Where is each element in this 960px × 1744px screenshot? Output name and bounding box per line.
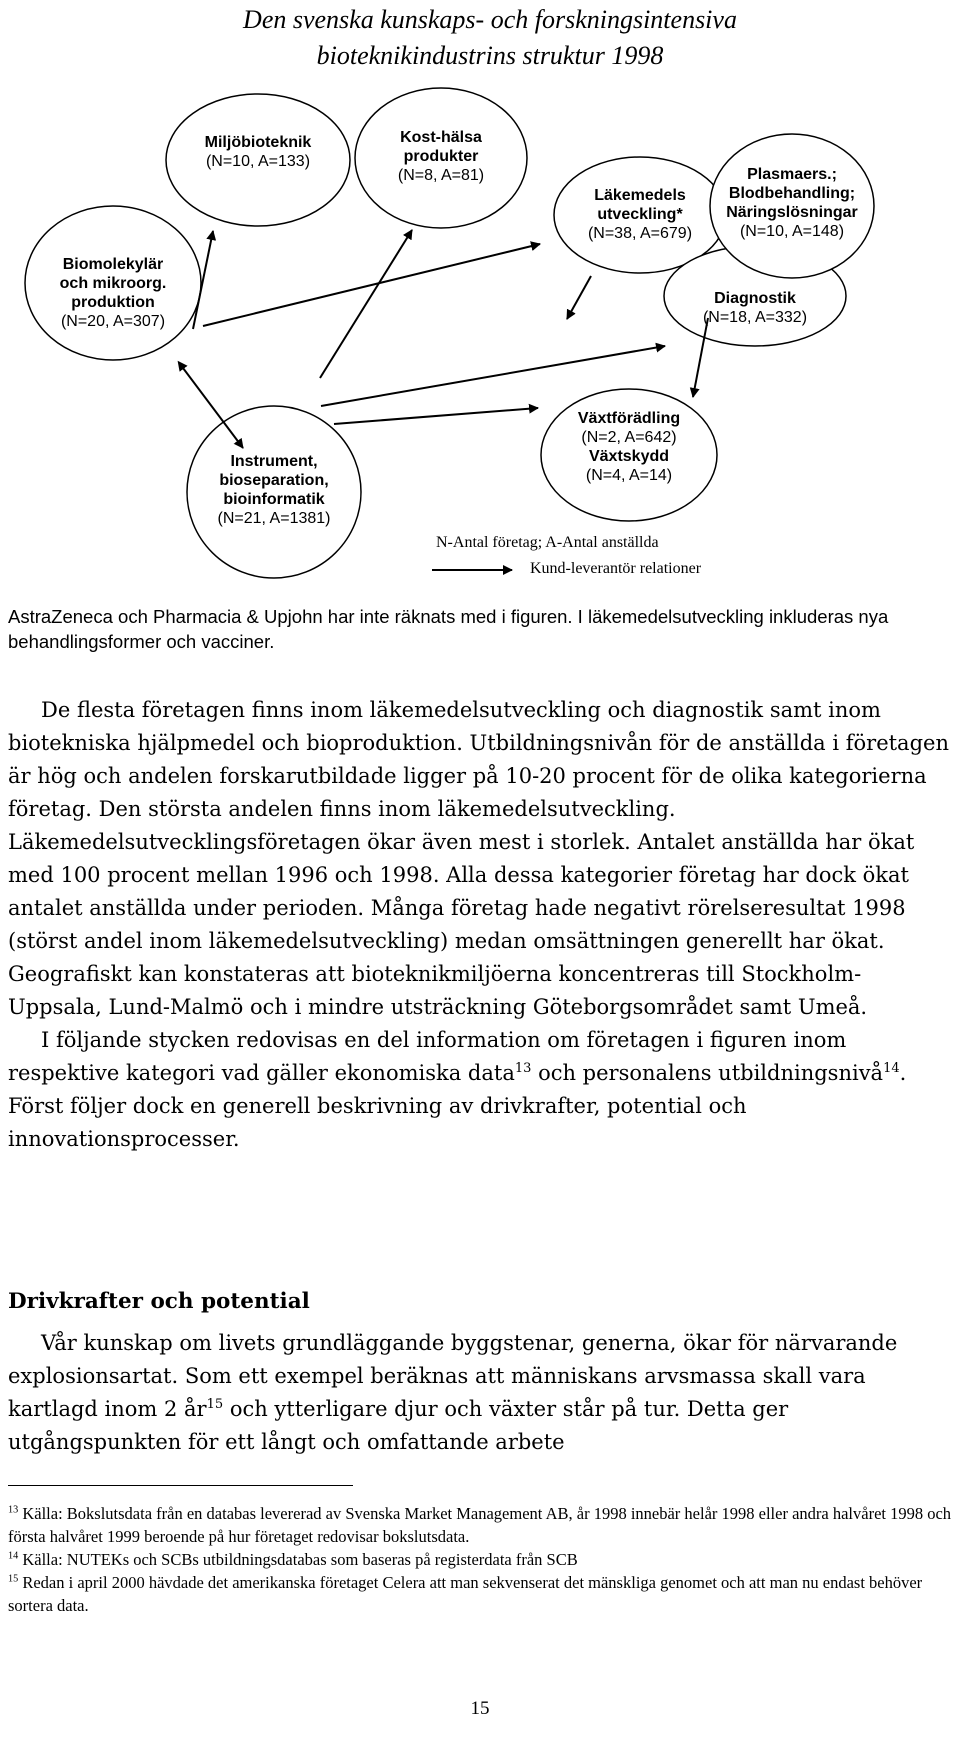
node-biomolekylar xyxy=(32,255,194,331)
footnote xyxy=(8,1548,954,1571)
footnote-divider xyxy=(8,1485,353,1486)
footnote-text: Källa: Bokslutsdata från en databas levererad av Svenska Market Management AB, år 1998 innebär helår 1998 eller andra halvåret 1998 och första halvåret 1999 beroende på hur företaget redovisar bokslutsdata. xyxy=(8,1504,952,1546)
paragraph-text: och ytterligare djur och växter står på tur. Detta ger utgångspunkten för ett långt och omfattande arbete xyxy=(8,1397,789,1454)
section-heading: Drivkrafter och potential xyxy=(8,1289,310,1314)
node-label: Blodbehandling; xyxy=(728,185,856,202)
node-label: Läkemedels xyxy=(594,187,686,204)
footnotes xyxy=(8,1502,954,1617)
node-stats: (N=8, A=81) xyxy=(397,167,485,184)
figure-title-line2: bioteknikindustrins struktur 1998 xyxy=(316,41,664,70)
paragraph-text: Vår kunskap om livets grundläggande byggstenar, generna, ökar för närvarande explosionsartat. Som ett exempel beräknas att människans arvsmassa skall vara kartlagd inom 2 år xyxy=(8,1331,898,1421)
footnote xyxy=(8,1571,954,1617)
node-stats: (N=38, A=679) xyxy=(587,225,693,242)
paragraph-text: och personalens utbildningsnivå xyxy=(531,1061,884,1085)
footnote xyxy=(8,1502,954,1548)
paragraph xyxy=(8,1327,954,1459)
node-plasma xyxy=(710,165,874,241)
node-vaxt xyxy=(549,409,709,485)
relation-arrow xyxy=(334,408,538,424)
body-text xyxy=(8,694,954,1156)
footnote-number: 13 xyxy=(8,1504,19,1516)
footnote-ref: 13 xyxy=(514,1061,532,1076)
node-kosthalsa xyxy=(361,128,521,185)
legend-arrow-label: Kund-leverantör relationer xyxy=(530,560,702,577)
node-label: Näringslösningar xyxy=(726,204,858,221)
paragraph-text: . Först följer dock en generell beskrivning av drivkrafter, potential och innovationsprocesser. xyxy=(8,1061,907,1151)
footnote-text: Redan i april 2000 hävdade det amerikanska företaget Celera att man sekvenserat det mänskliga genomet och att man nu endast behöver sortera data. xyxy=(8,1573,923,1615)
paragraph-text: I följande stycken redovisas en del information om företagen i figuren inom respektive kategori vad gäller ekonomiska data xyxy=(8,1028,847,1085)
node-stats: (N=10, A=148) xyxy=(739,223,845,240)
node-stats: (N=20, A=307) xyxy=(60,313,166,330)
node-stats: (N=2, A=642) xyxy=(581,429,677,446)
node-label: bioinformatik xyxy=(223,491,325,508)
footnote-ref: 14 xyxy=(883,1061,900,1076)
relation-arrow xyxy=(320,230,412,378)
node-stats: (N=10, A=133) xyxy=(205,153,311,170)
relation-arrow xyxy=(203,244,540,326)
node-instrument xyxy=(194,452,354,528)
node-stats: (N=21, A=1381) xyxy=(217,510,331,527)
page-number: 15 xyxy=(470,1698,490,1719)
node-label: Kost-hälsa xyxy=(400,129,482,146)
footnote-text: Källa: NUTEKs och SCBs utbildningsdatabas som baseras på registerdata från SCB xyxy=(18,1550,578,1569)
node-label: Instrument, xyxy=(230,453,318,470)
node-stats: (N=4, A=14) xyxy=(585,467,673,484)
footnote-number: 15 xyxy=(8,1573,19,1585)
node-miljo xyxy=(168,133,348,171)
node-diagnostik xyxy=(675,289,835,327)
relation-arrow xyxy=(567,276,591,319)
node-label: Miljöbioteknik xyxy=(204,134,312,151)
node-label: Växtskydd xyxy=(588,448,670,465)
node-label: produktion xyxy=(71,294,155,311)
node-label: Växtförädling xyxy=(577,410,681,427)
node-label: bioseparation, xyxy=(219,472,329,489)
node-label: Biomolekylär xyxy=(62,256,164,273)
footnote-ref: 15 xyxy=(206,1397,224,1412)
section-body xyxy=(8,1327,954,1459)
node-label: utveckling* xyxy=(597,206,683,223)
figure-caption: AstraZeneca och Pharmacia & Upjohn har inte räknats med i figuren. I läkemedelsutveckling inkluderas nya behandlingsformer och vacciner. xyxy=(8,606,889,652)
node-label: och mikroorg. xyxy=(59,275,167,292)
figure-title-line1: Den svenska kunskaps- och forskningsintensiva xyxy=(243,5,737,34)
node-label: produkter xyxy=(403,148,479,165)
footnote-number: 14 xyxy=(8,1550,19,1562)
node-label: Diagnostik xyxy=(714,290,796,307)
node-stats: (N=18, A=332) xyxy=(702,309,808,326)
paragraph xyxy=(8,1024,954,1156)
node-lakemedel xyxy=(565,186,715,243)
paragraph: De flesta företagen finns inom läkemedelsutveckling och diagnostik samt inom biotekniska hjälpmedel och bioproduktion. Utbildningsnivån för de anställda i företagen är hög och andelen forskarutbildade ligger på 10-20 procent för de olika kategorierna företag. Den största andelen finns inom läkemedelsutveckling. Läkemedelsutvecklingsföretagen ökar även mest i storlek. Antalet anställda har ökat med 100 procent mellan 1996 och 1998. Alla dessa kategorier företag har dock ökat antalet anställda under perioden. Många företag hade negativt rörelseresultat 1998 (störst andel inom läkemedelsutveckling) medan omsättningen generellt har ökat. Geografiskt kan konstateras att bioteknikmiljöerna koncentreras till Stockholm-Uppsala, Lund-Malmö och i mindre utsträckning Göteborgsområdet samt Umeå. xyxy=(8,698,949,1019)
node-label: Plasmaers.; xyxy=(747,166,837,183)
legend-note: N-Antal företag; A-Antal anställda xyxy=(436,534,659,551)
